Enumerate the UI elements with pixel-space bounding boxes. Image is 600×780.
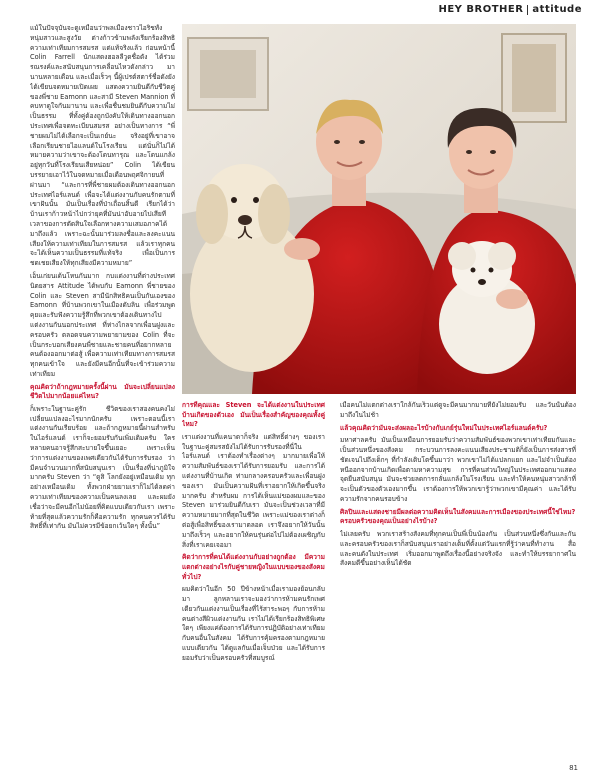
magazine-brand: HEY BROTHER	[438, 4, 524, 15]
paragraph: ผมคิดว่าในอีก 50 ปีข้างหน้าเมื่อเรามองย้อนกลับมา ลูกหลานเราจะมองว่าการห้ามคนรักเพศเดียวกันแต่งงานเป็นเรื่องที่ไร้สาระพอๆ กับการห้ามคนต่างสีผิวแต่งงานกัน เราไม่ได้เรียกร้องสิทธิพิเศษใดๆ เพียงแค่ต้องการได้รับการปฏิบัติอย่างเท่าเทียมกับคนอื่นในสังคม ได้รับการคุ้มครองตามกฎหมายแบบเดียวกัน ได้ดูแลกันเมื่อเจ็บป่วย และได้รับการยอมรับว่าเป็นครอบครัวที่สมบูรณ์	[182, 585, 325, 662]
header-divider	[527, 5, 528, 15]
section-name: attitude	[532, 4, 582, 15]
article-column-middle	[182, 401, 325, 757]
paragraph: มหาศาลครับ มันเป็นเหมือนการยอมรับว่าความสัมพันธ์ของพวกเขาเท่าเทียมกันและเป็นส่วนหนึ่งของสังคม กระบวนการลงคะแนนเสียงประชามติก็ยังเป็นการส่งสารที่ชัดเจนไปถึงเด็กๆ ที่กำลังเติบโตขึ้นมาว่า พวกเขาไม่ได้แปลกแยก และไม่จำเป็นต้องหนีออกจากบ้านเกิดเพื่อตามหาความสุข การที่คนส่วนใหญ่ในประเทศออกมาแสดงจุดยืนสนับสนุน มันจะช่วยลดการกลั่นแกล้งในโรงเรียน และทำให้คนหนุ่มสาวกล้าที่จะเป็นตัวของตัวเองมากขึ้น เราต้องการให้พวกเขารู้ว่าพวกเขามีคุณค่า และได้รับความรักจากคนรอบข้าง	[340, 436, 576, 503]
paragraph: ไม่เลยครับ พวกเราสร้างสังคมที่ทุกคนเป็นพี่เป็นน้องกัน เป็นส่วนหนึ่งซึ่งกันและกัน และครอบครัวของเราก็สนับสนุนเราอย่างเต็มที่ตั้งแต่วันแรกที่รู้ว่าคนที่ทำงาน สื่อ และคนดังในประเทศ เริ่มออกมาพูดถึงเรื่องนี้อย่างจริงจัง และทำให้บรรยากาศในสังคมดีขึ้นอย่างเห็นได้ชัด	[340, 529, 576, 568]
interview-question: คุณคิดว่าถ้ากฎหมายครั้งนี้ผ่าน มันจะเปลี่ยนแปลงชีวิตไปมากน้อยแค่ไหน?	[30, 382, 175, 401]
paragraph: ก็เพราะในฐานะคู่รัก ชีวิตของเราสองคนคงไม่เปลี่ยนแปลงอะไรมากนักครับ เพราะตอนนี้เราแต่งงานกันเรียบร้อย และถ้ากฎหมายนี้ผ่านสำหรับในไอร์แลนด์ เราก็จะยอมรับกันเพิ่มเติมครับ ใครหลายคนอาจรู้สึกสะบายใจขึ้นเยอะ เพราะเห็นว่าการแต่งงานของเพศเดียวกันได้รับการรับรอง ว่ามีคนจำนวนมากที่สนับสนุนเรา เป็นเรื่องที่น่าภูมิใจมากครับ Steven ว่า “ดูสิ โลกยังอยู่เหมือนเดิม ทุกอย่างเหมือนเดิม ทั้งพวกฝ่ายยามเราก็ไม่ได้ลดค่าความเท่าเทียมของความเป็นคนลงเลย และผมยังเชื่อว่าจะมีคนอีกไม่น้อยที่คิดแบบเดียวกับเรา เพราะท้ายที่สุดแล้วความรักก็คือความรัก ทุกคนควรได้รับสิทธิ์ที่เท่ากัน มันไม่ควรมีข้อยกเว้นใดๆ ทั้งนั้น”	[30, 404, 175, 531]
paragraph: เราแต่งงานที่แคนาดาก็จริง แต่สิทธิ์ต่างๆ ของเราในฐานะคู่สมรสยังไม่ได้รับการรับรองที่นี่ในไอร์แลนด์ เราต้องทำเรื่องต่างๆ มากมายเพื่อให้ความสัมพันธ์ของเราได้รับการยอมรับ และการได้แต่งงานที่บ้านเกิด ท่ามกลางครอบครัวและเพื่อนฝูงของเรา มันเป็นความฝันที่เราอยากให้เกิดขึ้นจริงมากครับ สำหรับผม การได้เห็นแม่ของผมและของ Steven มาร่วมยินดีกับเรา มันจะเป็นช่วงเวลาที่มีความหมายมากที่สุดในชีวิต เพราะแม่ของเราต่างก็ต่อสู้เพื่อสิทธิ์ของเรามาตลอด เราจึงอยากให้วันนั้นมาถึงเร็วๆ และอยากให้คนรุ่นต่อไปไม่ต้องเผชิญกับสิ่งที่เราเคยเจอมา	[182, 432, 325, 549]
article-column-right	[340, 401, 576, 757]
page-number: 81	[569, 764, 578, 772]
interview-question: การที่คุณและ Steven จะได้แต่งงานในประเทศบ้านเกิดของตัวเอง มันเป็นเรื่องสำคัญของคุณทั้งคู่ไหม?	[182, 401, 325, 429]
paragraph: เอ็นเก่ยนเด้นโหนกันมาก กบแต่งงานที่ต่างประเทศ นิตยสาร Attitude ได้พบกับ Eamonn พี่ชายของ Colin และ Steven สามีนักสิทธิคนเป็นกันเองของ Eamonn ที่บ้านพวกเขาในเมืองดับลิน เพื่อร่วมพูดคุยและรับฟังความรู้สึกที่พวกเขาต้องเดินทางไปแต่งงานกันนอกประเทศ ที่ห่างไกลจากเพื่อนฝูงและครอบครัว ตลอดจนความพยายามของ Colin ที่จะเป็นกระบอกเสียงคนพี่ชายและชายคนที่อยากหลายคนต้องออกมาต่อสู้ เพื่อความเท่าเทียมทางการสมรส ทุกคนเข้าใจ และยังมีคนอีกนั้นที่จะเข้าร่วมความเท่าเทียม	[30, 271, 175, 378]
interview-question: แล้วคุณคิดว่ามันจะส่งผลอะไรบ้างกับเกย์รุ่นใหม่ในประเทศไอร์แลนด์ครับ?	[340, 423, 548, 432]
interview-question: ศิลปินและแสดงชายมีผลต่อความคิดเห็นในสังคมและการเมืองของประเทศนี้ใช่ไหม? ครอบครัวของคุณเป็นอย่างไรบ้าง?	[340, 507, 576, 526]
interview-question: คิดว่าการที่คนได้แต่งงานกับอย่างถูกต้อง มีความแตกต่างอย่างไรกับคู่ชายหญิงในแบบของของสังคมทั่วไป?	[182, 553, 325, 581]
paragraph: แม้ในปัจจุบันจะดูเหมือนว่าพลเมืองชาวไอริชทั้งหนุ่มสาวและสูงวัย ต่างก้าวข้ามพลังเรียกร้องสิทธิความเท่าเทียมการสมรส แต่แท้จริงแล้ว ก่อนหน้านี้ Colin Farrell นักแสดงฮอลลีวูดชื่อดัง ได้ร่วมรณรงค์และสนับสนุนการเคลื่อนไหวดังกล่าว มานานหลายเดือน และเมื่อเร็วๆ นี้ผู้เปรต์สตาร์ชื่อดังยังได้เขียนจดหมายเปิดเผย แสดงความยินดีกับชีวิตคู่ของพี่ชาย Eamonn และสามี Steven Mannion ที่คบหาดูใจกันมานาน และเพื่อชื่นชมยินดีกับความไม่เป็นธรรม ที่ทั้งคู่ต้องถูกบังคับให้เดินทางออกนอกประเทศเพื่อจดทะเบียนสมรส อย่างเป็นทางการ “พี่ชายผมไม่ได้เลือกจะเป็นเกย์นะ จริงอยู่ที่เขาอาจเลือกเรียนชายไอแลนด์ในโรงเรียน แต่นั่นก็ไม่ได้หมายความว่าเขาจะต้องโดนทารุณ และโดนแกล้งอยู่ทุกวันที่โรงเรียนเสียหน่อย” Colin ได้เขียนบรรยายเอาไว้ในจดหมายเมื่อเดือนพฤศจิกายนที่ผ่านมา “และการที่พี่ชายผมต้องเดินทางออกนอกประเทศไอร์แลนด์ เพื่อจะได้แต่งงานกับคนรักตามที่เขาฝันนั้น มันเป็นเรื่องที่ป่าเถื่อนสิ้นดี เรียกได้ว่าบ้านเราก้าวหน้าไปกว่ายุคที่มันน่าอับอายไปเสียที เวลาของการตัดสินใจเลือกทางความเสมอภาคได้มาถึงแล้ว เพราะฉะนั้นมาร่วมลงชื่อและลงคะแนนเสียงให้ความเท่าเทียมในการสมรส แล้วเราทุกคนจะได้เห็นความเป็นธรรมที่แท้จริง เพื่อเป็นการชดเชยเสียงให้ทุกเสียงมีความหมาย”	[30, 24, 175, 268]
article-column-left	[30, 24, 175, 759]
paragraph: เมื่อคนไม่แตกต่างเราใกล้กันเร็วแต่ดูจะมีคนมากมายที่ยังไม่ยอมรับ และวันนั้นต้องมาถึงในไม่ช้า	[340, 401, 576, 419]
running-header	[438, 4, 582, 15]
couple-photo	[182, 24, 576, 394]
